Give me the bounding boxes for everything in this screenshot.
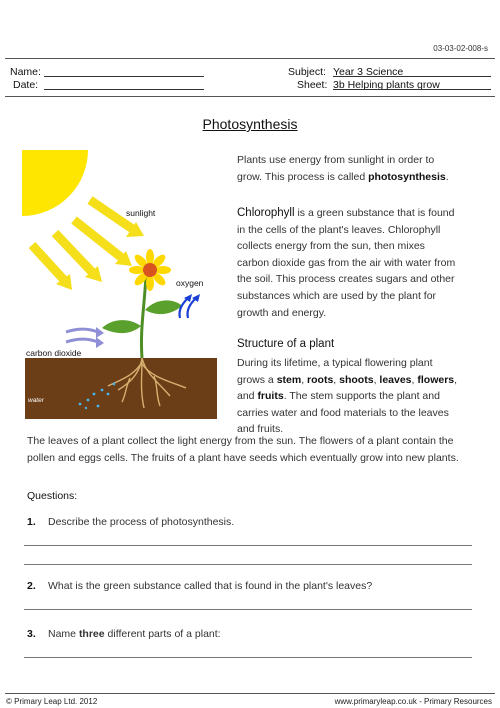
right-leaf: [145, 300, 182, 314]
sun-icon: [22, 150, 88, 216]
question-2-number: 2.: [27, 580, 36, 592]
answer-line-1b[interactable]: [24, 564, 472, 565]
chlorophyll-text: is a green substance that is found in the cells of the plant's leaves. Chlorophyll collects energy from the sun, then mixes carbon dioxide gas from the air with water from the soil. This process creates sugars and other substances which are used by the plant for growth and energy.: [237, 207, 456, 319]
sun-rays: [32, 200, 134, 280]
question-3-text: [48, 628, 221, 640]
left-leaf: [102, 320, 141, 333]
subject-label: Subject:: [288, 66, 326, 78]
footer-rule: [5, 693, 495, 694]
photosynthesis-illustration: [22, 150, 222, 422]
question-2-text: What is the green substance called that is found in the plant's leaves?: [48, 580, 373, 592]
leaves-paragraph: The leaves of a plant collect the light energy from the sun. The flowers of a plant contain the pollen and eggs cells. The fruits of a plant have seeds which eventually grow into new plants.: [27, 435, 459, 464]
sunlight-label: sunlight: [126, 208, 156, 218]
term-leaves: leaves: [379, 373, 412, 386]
question-3-after: different parts of a plant:: [104, 628, 221, 640]
question-1-number: 1.: [27, 516, 36, 528]
answer-line-3[interactable]: [24, 657, 472, 658]
subject-value: Year 3 Science: [333, 66, 404, 78]
sun-ray-heads: [56, 222, 144, 290]
structure-text: During its lifetime, a typical flowering plant grows a: [237, 357, 433, 386]
answer-line-2[interactable]: [24, 609, 472, 610]
term-stem: stem: [276, 373, 302, 386]
term-shoots: shoots: [339, 373, 374, 386]
separator: ,: [411, 373, 418, 386]
question-3-before: Name: [48, 628, 79, 640]
header-bottom-rule: [5, 96, 495, 97]
separator: ,: [373, 373, 380, 386]
photosynthesis-term: photosynthesis: [368, 170, 446, 183]
term-fruits: fruits: [257, 390, 284, 403]
chlorophyll-term: Chlorophyll: [237, 207, 295, 219]
date-field[interactable]: [44, 78, 204, 90]
oxygen-arrows-icon: [179, 298, 196, 318]
structure-text-end: . The stem supports the plant and carries water and food materials to the leaves and fruits.: [237, 390, 449, 436]
footer-website: www.primaryleap.co.uk - Primary Resources: [334, 697, 492, 706]
intro-paragraph: [237, 152, 459, 185]
chlorophyll-paragraph: [237, 205, 459, 321]
sheet-value: 3b Helping plants grow: [333, 79, 440, 91]
document-code: 03-03-02-008-s: [433, 44, 488, 53]
plant-stem: [141, 276, 146, 358]
oxygen-label: oxygen: [176, 278, 204, 288]
sheet-underline: [333, 78, 491, 90]
separator: ,: [333, 373, 340, 386]
sunflower: [129, 249, 171, 291]
header-top-rule: [5, 58, 495, 59]
question-3-number: 3.: [27, 628, 36, 640]
separator: ,: [301, 373, 308, 386]
sheet-label: Sheet:: [297, 79, 328, 91]
carbon-dioxide-arrows-icon: [66, 329, 98, 342]
footer-copyright: © Primary Leap Ltd. 2012: [6, 697, 98, 706]
water-label: water: [28, 397, 44, 404]
subject-underline: [333, 65, 491, 77]
structure-paragraph: [237, 355, 459, 438]
page-title: Photosynthesis: [202, 116, 298, 132]
carbon-dioxide-label: carbon dioxide: [26, 348, 82, 358]
question-3-bold: three: [78, 628, 105, 640]
question-1-text: Describe the process of photosynthesis.: [48, 516, 235, 528]
answer-line-1a[interactable]: [24, 545, 472, 546]
term-roots: roots: [307, 373, 334, 386]
date-label: Date:: [13, 79, 39, 91]
name-field[interactable]: [44, 65, 204, 77]
intro-end: .: [445, 170, 449, 183]
structure-heading: Structure of a plant: [237, 338, 335, 350]
questions-heading: Questions:: [27, 490, 78, 502]
separator: , and: [237, 373, 458, 403]
name-label: Name:: [10, 66, 41, 78]
intro-text: Plants use energy from sunlight in order to grow. This process is called: [237, 154, 435, 183]
term-flowers: flowers: [417, 373, 455, 386]
